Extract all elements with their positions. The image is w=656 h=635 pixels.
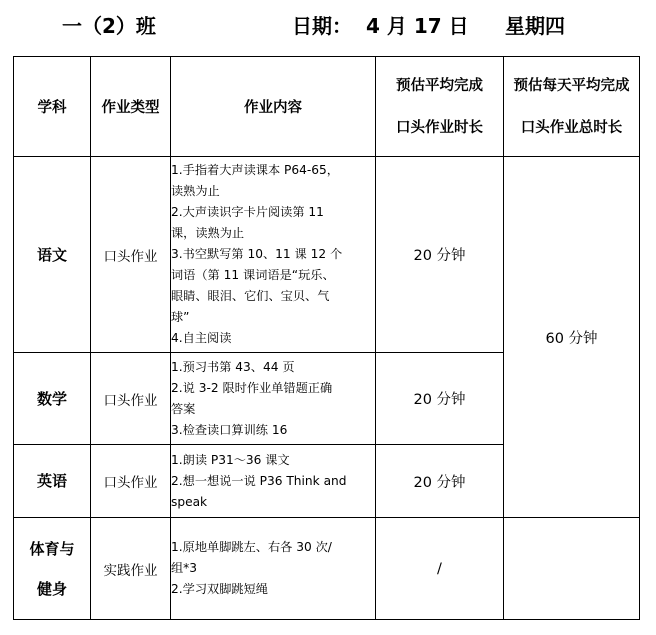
header-avg-time-line-1: 预估平均完成	[396, 77, 483, 94]
homework-table	[13, 56, 640, 620]
time-cell: 20 分钟	[376, 445, 504, 518]
header-subject: 学科	[14, 57, 91, 157]
header-daily-total	[504, 57, 640, 157]
content-line: 答案	[171, 401, 196, 416]
daily-total-cell: 60 分钟	[504, 157, 640, 518]
content-line: 2.学习双脚跳短绳	[171, 582, 268, 596]
type-cell: 口头作业	[91, 445, 171, 518]
header-avg-time-line-2: 口头作业时长	[396, 119, 483, 136]
content-cell	[171, 445, 376, 518]
content-line: 2.说 3-2 限时作业单错题正确	[171, 380, 333, 395]
content-line: 2.想一想说一说 P36 Think and	[171, 473, 347, 488]
type-cell: 口头作业	[91, 157, 171, 353]
time-cell: /	[376, 518, 504, 620]
content-line: 4.自主阅读	[171, 331, 232, 345]
content-line: speak	[171, 494, 208, 509]
header-row	[14, 57, 640, 157]
empty-cell	[504, 518, 640, 620]
content-line: 1.朗读 P31～36 课文	[171, 452, 290, 467]
subject-line: 语文	[36, 245, 67, 264]
time-cell: 20 分钟	[376, 157, 504, 353]
date-label: 日期：	[292, 14, 352, 38]
subject-cell	[14, 353, 91, 445]
time-cell: 20 分钟	[376, 353, 504, 445]
subject-cell	[14, 445, 91, 518]
content-cell	[171, 353, 376, 445]
subject-cell	[14, 518, 91, 620]
subject-line: 健身	[36, 579, 67, 598]
content-line: 球”	[171, 310, 190, 324]
table-row	[14, 518, 640, 620]
content-line: 2.大声读识字卡片阅读第 11	[171, 205, 324, 219]
content-line: 读熟为止	[171, 184, 220, 198]
class-title: 一（2）班	[62, 14, 156, 38]
content-line: 组*3	[171, 561, 198, 575]
weekday-label: 星期四	[505, 14, 565, 38]
content-line: 眼睛、眼泪、它们、宝贝、气	[171, 289, 330, 303]
header-avg-time	[376, 57, 504, 157]
type-cell: 实践作业	[91, 518, 171, 620]
content-line: 3.书空默写第 10、11 课 12 个	[171, 247, 343, 261]
content-cell	[171, 518, 376, 620]
header-type: 作业类型	[91, 57, 171, 157]
content-line: 1.原地单脚跳左、右各 30 次/	[171, 540, 332, 554]
header-daily-total-line-2: 口头作业总时长	[520, 119, 623, 136]
header-content: 作业内容	[171, 57, 376, 157]
content-line: 课，读熟为止	[171, 226, 245, 240]
content-line: 1.预习书第 43、44 页	[171, 359, 295, 374]
header-daily-total-line-1: 预估每天平均完成	[513, 77, 630, 94]
table-row	[14, 157, 640, 353]
content-line: 词语（第 11 课词语是“玩乐、	[171, 268, 335, 282]
subject-cell	[14, 157, 91, 353]
subject-line: 数学	[36, 389, 67, 408]
date-value: 4 月 17 日	[366, 14, 469, 38]
content-cell	[171, 157, 376, 353]
subject-line: 英语	[36, 472, 67, 490]
content-line: 3.检查读口算训练 16	[171, 422, 288, 437]
type-cell: 口头作业	[91, 353, 171, 445]
subject-line: 体育与	[29, 539, 75, 558]
content-line: 1.手指着大声读课本 P64-65，	[171, 163, 339, 177]
